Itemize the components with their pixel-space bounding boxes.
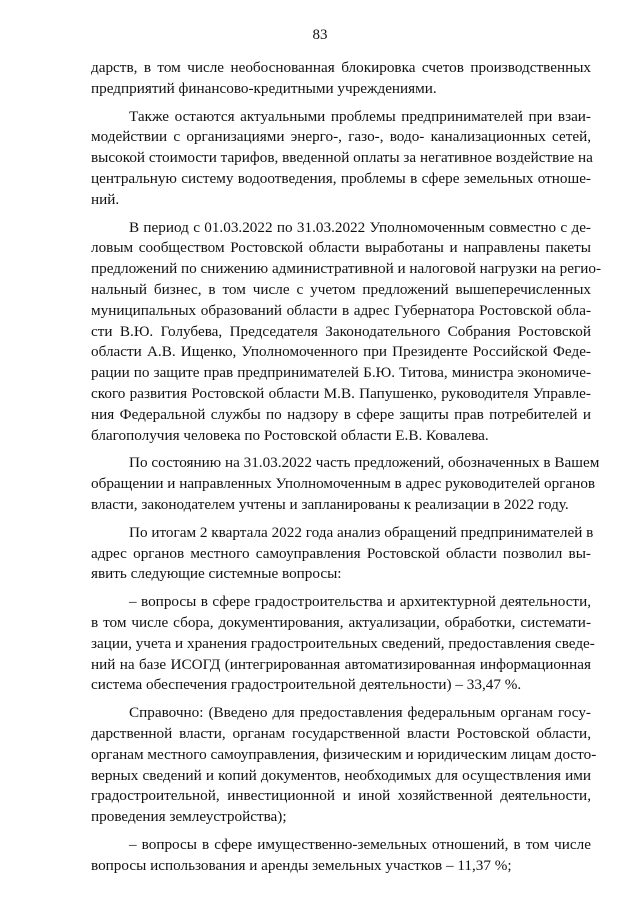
text-line: муниципальных образований области в адрес Губернатора Ростовской обла- [91,301,591,319]
paragraph [91,58,591,100]
page-number: 83 [312,27,328,43]
text-line: благополучия человека по Ростовской области Е.В. Ковалева. [91,426,489,444]
text-line: высокой стоимости тарифов, введенной оплаты за негативное воздействие на [91,149,593,167]
paragraph-gap [91,828,591,835]
text-line: предприятий финансово-кредитными учреждениями. [91,79,437,97]
text-line: модействии с организациями энерго-, газо-, водо- канализационных сетей, [91,128,591,146]
text-line: вопросы использования и аренды земельных участков – 11,37 %; [91,856,512,874]
text-line: рации по защите прав предпринимателей Б.Ю. Титова, министра экономиче- [91,364,591,382]
paragraph-gap [91,100,591,107]
paragraph-gap [91,696,591,703]
text-line: области А.В. Ищенко, Уполномоченного при Президенте Российской Феде- [91,343,591,361]
text-line: ний. [91,190,120,208]
paragraph [91,703,597,828]
paragraph-gap [91,516,591,523]
text-line: ского развития Ростовской области М.В. Папушенко, руководителя Управле- [91,384,591,402]
text-line: – вопросы в сфере градостроительства и архитектурной деятельности, [129,593,591,611]
paragraph [91,835,591,877]
text-line: сти В.Ю. Голубева, Председателя Законодательного Собрания Ростовской [91,322,591,340]
text-line: нальный бизнес, в том числе с учетом предложений вышеперечисленных [91,280,591,298]
paragraph [91,218,602,447]
text-line: – вопросы в сфере имущественно-земельных отношений, в том числе [129,835,591,853]
text-line: По итогам 2 квартала 2022 года анализ обращений предпринимателей в [129,523,594,541]
text-line: верных сведений и копий документов, необходимых для осуществления ими [91,766,591,784]
text-line: обращении и направленных Уполномоченным в адрес руководителей органов [91,475,596,493]
paragraph-gap [91,211,591,218]
paragraph-gap [91,446,591,453]
paragraph [91,453,600,515]
text-line: власти, законодателем учтены и запланированы к реализации в 2022 году. [91,495,569,513]
text-line: система обеспечения градостроительной деятельности) – 33,47 %. [91,676,522,694]
text-line: дарственной власти, органам государственной власти Ростовской области, [91,724,591,742]
text-line: проведения землеустройства); [91,808,287,826]
text-line: Справочно: (Введено для предоставления федеральным органам госу- [129,704,591,722]
text-line: ловым сообществом Ростовской области выработаны и направлены пакеты [91,239,591,257]
paragraph [91,107,591,211]
text-line: явить следующие системные вопросы: [91,565,342,583]
paragraph [91,523,594,585]
paragraph [91,592,595,696]
text-line: Также остаются актуальными проблемы предпринимателей при взаи- [129,107,591,125]
text-line: адрес органов местного самоуправления Ростовской области позволил вы- [91,544,591,562]
text-line: органам местного самоуправления, физическим и юридическим лицам досто- [91,745,597,763]
text-line: дарств, в том числе необоснованная блокировка счетов производственных [91,59,591,76]
text-line: В период с 01.03.2022 по 31.03.2022 Уполномоченным совместно с де- [129,218,591,236]
text-line: зации, учета и хранения градостроительных сведений, предоставления сведе- [91,634,595,652]
text-line: градостроительной, инвестиционной и иной хозяйственной деятельности, [91,787,591,805]
text-line: ния Федеральной службы по надзору в сфере защиты прав потребителей и [91,405,591,423]
body-text [91,58,602,876]
text-line: По состоянию на 31.03.2022 часть предложений, обозначенных в Вашем [129,454,600,472]
text-line: ний на базе ИСОГД (интегрированная автоматизированная информационная [91,655,591,673]
text-line: центральную систему водоотведения, проблемы в сфере земельных отноше- [91,169,591,187]
paragraph-gap [91,585,591,592]
text-line: предложений по снижению административной и налоговой нагрузки на регио- [91,260,602,278]
text-line: в том числе сбора, документирования, актуализации, обработки, системати- [91,613,591,631]
